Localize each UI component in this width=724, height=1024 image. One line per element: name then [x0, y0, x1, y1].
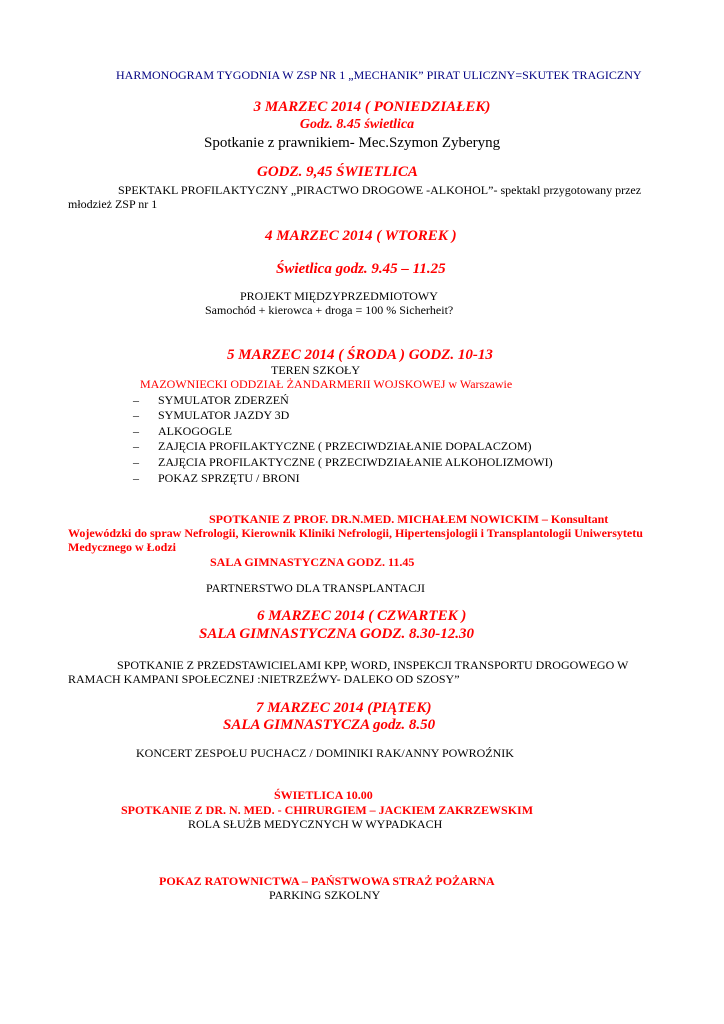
wednesday-date: 5 MARZEC 2014 ( ŚRODA ) GODZ. 10-13	[227, 347, 493, 363]
friday-meeting: SPOTKANIE Z DR. N. MED. - CHIRURGIEM – JACKIEM ZAKRZEWSKIM	[121, 803, 534, 817]
friday-place-time: SALA GIMNASTYCZA godz. 8.50	[223, 717, 436, 733]
tuesday-project-subtitle: Samochód + kierowca + droga = 100 % Sicherheit?	[205, 303, 454, 317]
wednesday-place: TEREN SZKOŁY	[271, 363, 360, 377]
list-item: – ALKOGOGLE	[133, 424, 232, 438]
friday-meeting-topic: ROLA SŁUŻB MEDYCZNYCH W WYPADKACH	[188, 817, 443, 831]
wednesday-organizer: MAZOWNIECKI ODDZIAŁ ŻANDARMERII WOJSKOWEJ w Warszawie	[140, 377, 513, 391]
friday-concert: KONCERT ZESPOŁU PUCHACZ / DOMINIKI RAK/ANNY POWROŹNIK	[136, 746, 514, 760]
list-item: – SYMULATOR ZDERZEŃ	[133, 393, 289, 407]
monday-event-2-line-2: młodzież ZSP nr 1	[68, 197, 158, 211]
friday-rescue: POKAZ RATOWNICTWA – PAŃSTWOWA STRAŻ POŻARNA	[159, 874, 495, 888]
friday-date: 7 MARZEC 2014 (PIĄTEK)	[256, 700, 432, 716]
wednesday-meeting-line-1: SPOTKANIE Z PROF. DR.N.MED. MICHAŁEM NOWICKIM – Konsultant	[209, 512, 609, 526]
monday-date: 3 MARZEC 2014 ( PONIEDZIAŁEK)	[253, 99, 491, 115]
list-item: – SYMULATOR JAZDY 3D	[133, 408, 290, 422]
monday-event-2-line-1: SPEKTAKL PROFILAKTYCZNY „PIRACTWO DROGOWE -ALKOHOL”- spektakl przygotowany przez	[118, 183, 642, 197]
wednesday-partnership: PARTNERSTWO DLA TRANSPLANTACJI	[206, 581, 426, 595]
monday-event-1: Spotkanie z prawnikiem- Mec.Szymon Zyberyng	[204, 135, 501, 151]
monday-time-1: Godz. 8.45 świetlica	[299, 117, 415, 132]
wednesday-meeting-line-3: Medycznego w Łodzi	[68, 540, 176, 554]
thursday-date: 6 MARZEC 2014 ( CZWARTEK )	[257, 608, 467, 624]
friday-rescue-place: PARKING SZKOLNY	[269, 888, 381, 902]
friday-place-2: ŚWIETLICA 10.00	[274, 788, 373, 802]
wednesday-meeting-line-2: Wojewódzki do spraw Nefrologii, Kierownik Kliniki Nefrologii, Hipertensjologii i Transplantologii Uniwersytetu	[68, 526, 643, 540]
thursday-event-line-2: RAMACH KAMPANI SPOŁECZNEJ :NIETRZEŹWY- DALEKO OD SZOSY”	[68, 672, 460, 686]
monday-time-2: GODZ. 9,45 ŚWIETLICA	[257, 164, 418, 180]
list-item: – ZAJĘCIA PROFILAKTYCZNE ( PRZECIWDZIAŁANIE ALKOHOLIZMOWI)	[133, 455, 553, 469]
list-item: – ZAJĘCIA PROFILAKTYCZNE ( PRZECIWDZIAŁANIE DOPALACZOM)	[133, 439, 532, 453]
tuesday-project-title: PROJEKT MIĘDZYPRZEDMIOTOWY	[240, 289, 438, 303]
thursday-event-line-1: SPOTKANIE Z PRZEDSTAWICIELAMI KPP, WORD, INSPEKCJI TRANSPORTU DROGOWEGO W	[117, 658, 629, 672]
tuesday-date: 4 MARZEC 2014 ( WTOREK )	[265, 228, 457, 244]
list-item: – POKAZ SPRZĘTU / BRONI	[133, 471, 300, 485]
wednesday-meeting-place: SALA GIMNASTYCZNA GODZ. 11.45	[210, 555, 415, 569]
thursday-place-time: SALA GIMNASTYCZNA GODZ. 8.30-12.30	[199, 626, 475, 642]
tuesday-place-time: Świetlica godz. 9.45 – 11.25	[276, 261, 446, 277]
document-title: HARMONOGRAM TYGODNIA W ZSP NR 1 „MECHANIK” PIRAT ULICZNY=SKUTEK TRAGICZNY	[116, 68, 642, 82]
